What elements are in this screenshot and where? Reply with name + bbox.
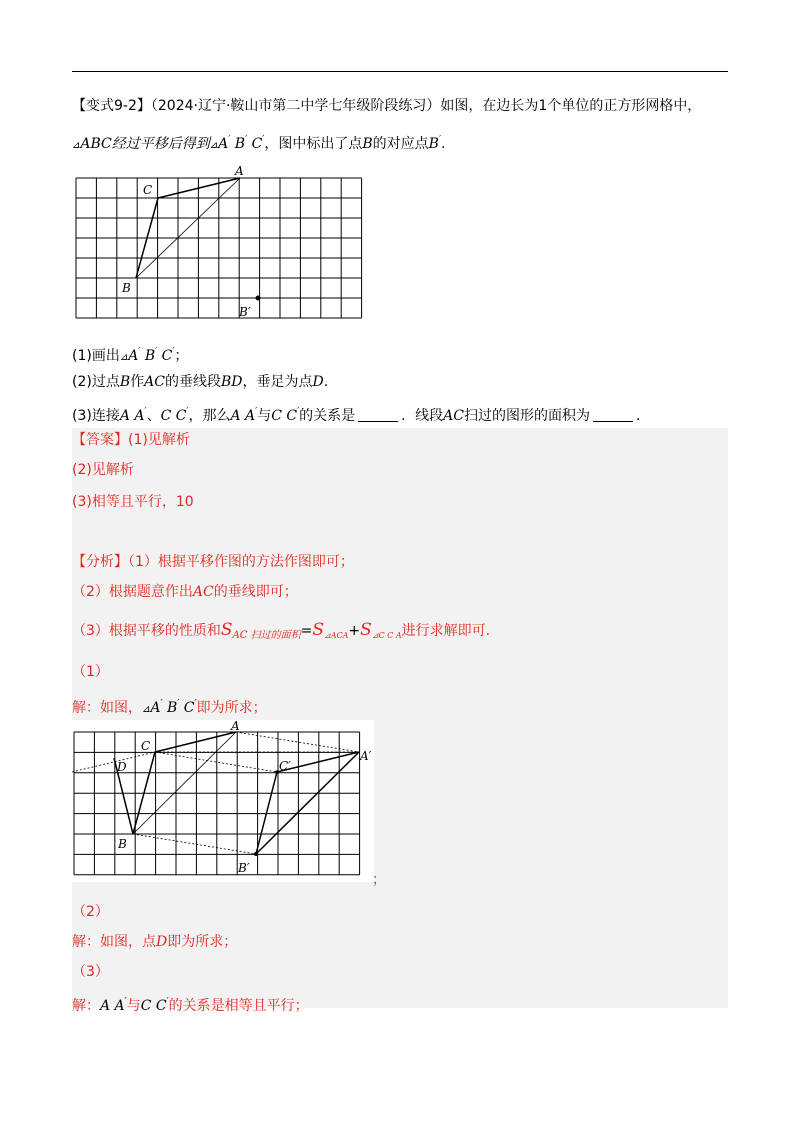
answer-1: 【答案】(1)见解析 <box>72 432 190 448</box>
grid-lines <box>76 178 362 318</box>
figure-semicolon: ； <box>372 872 386 888</box>
segment-ac <box>158 178 240 198</box>
solution-3-text: 解：A A′与C C′的关系是相等且平行； <box>72 997 309 1014</box>
label-b1: B′ <box>239 305 251 319</box>
label-c: C <box>143 183 153 197</box>
question-3: (3)连接A A′、C C′，那么A A′与C C′的关系是 ．线段AC扫过的图形的面积为 . <box>72 407 641 424</box>
label-a1: A′ <box>360 749 372 763</box>
answer-3: (3)相等且平行，10 <box>72 494 194 510</box>
solution-2-text: 解：如图，点D即为所求； <box>72 934 238 950</box>
point-b1 <box>256 296 261 301</box>
question-2: (2)过点B作AC的垂线段BD，垂足为点D. <box>72 374 329 390</box>
label-d: D <box>117 760 127 774</box>
figure-grid-original <box>72 160 372 328</box>
label-a: A <box>231 720 240 733</box>
problem-line-2: ⊿ABC经过平移后得到⊿A′ B′ C′，图中标出了点B的对应点B′. <box>72 135 446 152</box>
label-b1: B′ <box>238 861 250 875</box>
triangle-a1b1c1: A′ B′ C′ <box>218 135 265 152</box>
problem-source: （2024·辽宁·鞍山市第二中学七年级阶段练习） <box>150 98 441 114</box>
analysis-2: （2）根据题意作出AC的垂线即可； <box>72 584 298 600</box>
solution-part-1: （1） <box>72 664 109 680</box>
answer-blank-1[interactable] <box>358 407 398 422</box>
answer-2: (2)见解析 <box>72 462 134 478</box>
label-c1: C′ <box>279 759 291 773</box>
label-b: B <box>122 281 131 295</box>
solution-part-2: （2） <box>72 904 109 920</box>
abc-text: ABC经过平移后得到 <box>80 136 210 152</box>
solution-part-3: （3） <box>72 964 109 980</box>
problem-tag: 【变式9-2】 <box>72 98 151 114</box>
figure-grid-solution <box>72 720 374 882</box>
problem-intro: 如图，在边长为1个单位的正方形网格中， <box>440 98 702 114</box>
label-b: B <box>118 837 127 851</box>
analysis-3: （3）根据平移的性质和$S_{AC 扫过的面积}=S_{⊿ACA}+S_{⊿C C A}$进行求解即可. <box>72 620 491 641</box>
label-c: C <box>141 739 151 753</box>
triangle-symbol: ⊿ <box>72 140 81 151</box>
analysis-1: 【分析】（1）根据平移作图的方法作图即可； <box>72 554 354 570</box>
answer-blank-2[interactable] <box>593 407 633 422</box>
header-rule <box>72 71 728 72</box>
triangle-symbol: ⊿ <box>209 140 219 151</box>
problem-line-1 <box>72 96 701 116</box>
label-a: A <box>235 164 244 178</box>
point-b1 <box>254 852 258 856</box>
solution-1-text: 解：如图，⊿A′ B′ C′即为所求； <box>72 699 267 716</box>
question-1: (1)画出⊿A′ B′ C′； <box>72 347 189 364</box>
